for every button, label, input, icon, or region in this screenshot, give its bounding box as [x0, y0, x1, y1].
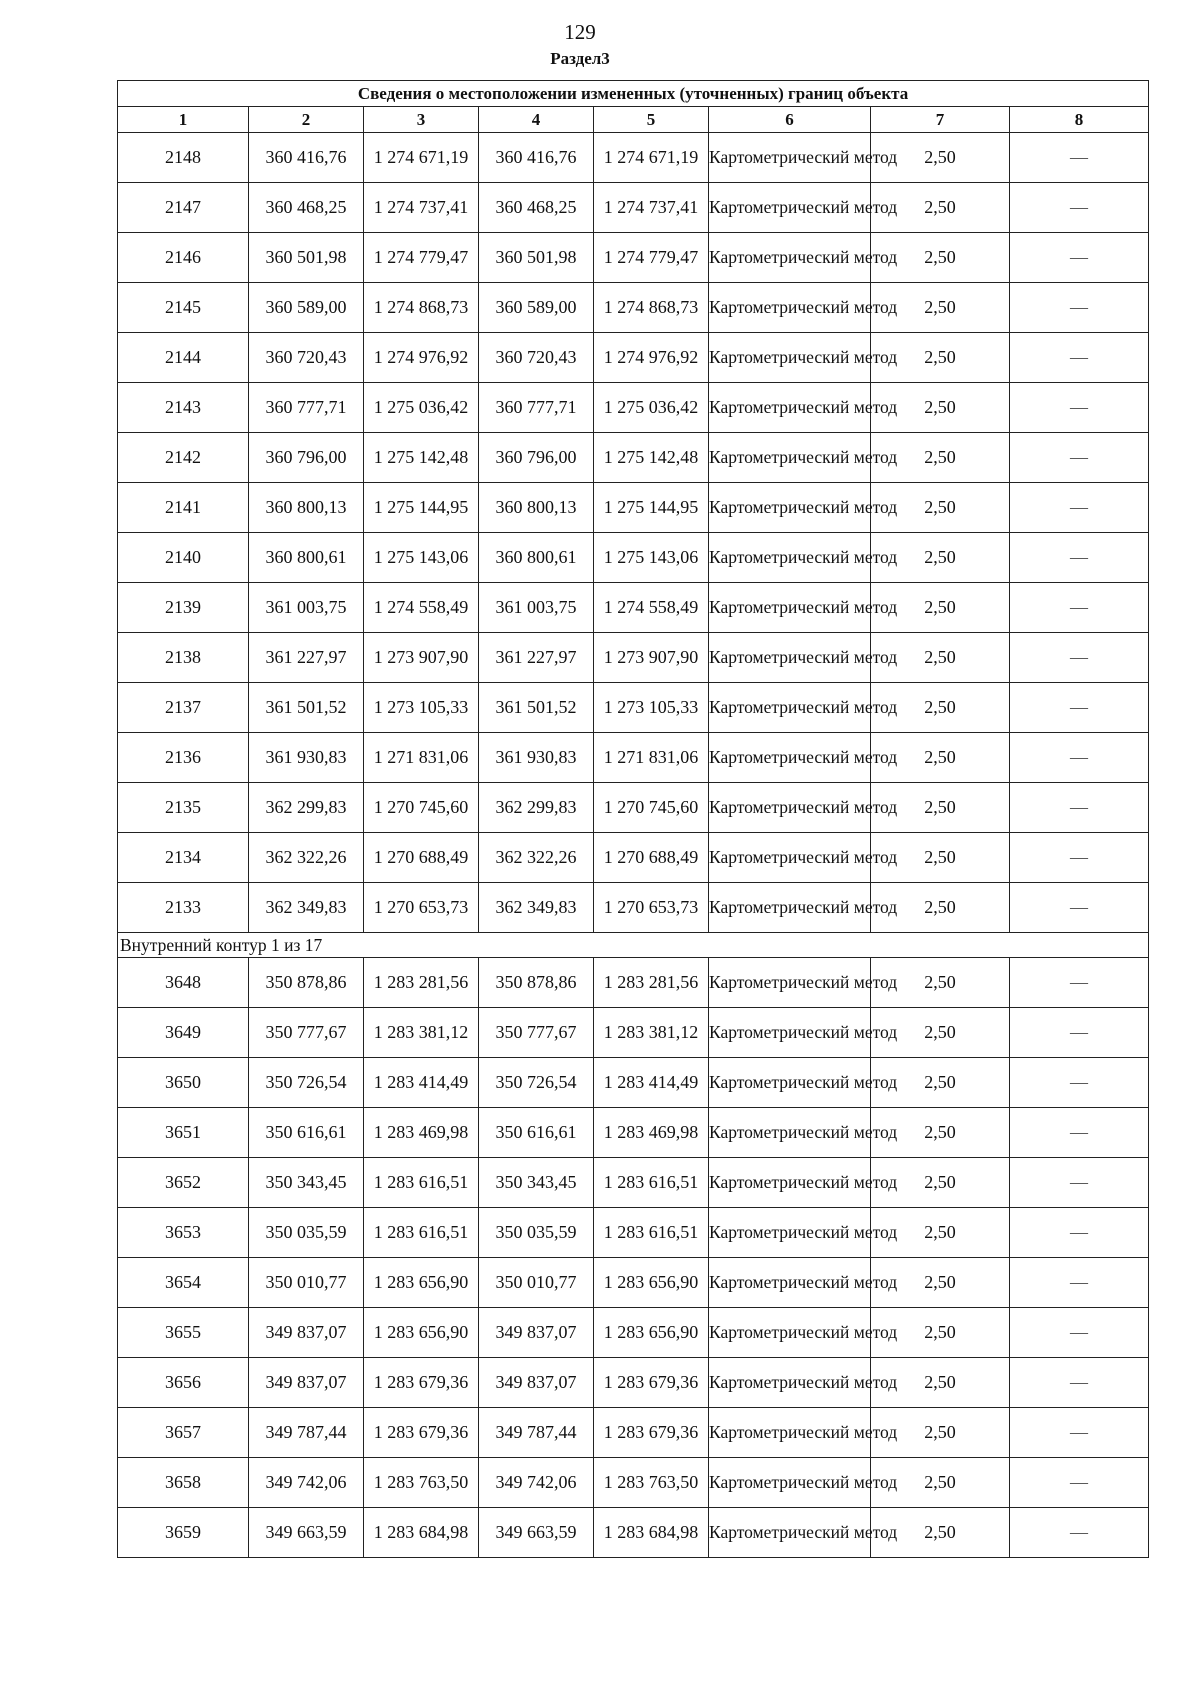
accuracy-cell: 2,50: [871, 1158, 1010, 1208]
y-new-cell: 1 274 976,92: [594, 333, 709, 383]
description-cell: —: [1010, 733, 1149, 783]
accuracy-cell: 2,50: [871, 1058, 1010, 1108]
table-body: [118, 133, 1149, 1558]
point-number-cell: 3652: [118, 1158, 249, 1208]
description-cell: —: [1010, 1158, 1149, 1208]
method-cell: Картометрический метод: [709, 683, 871, 733]
column-header: 6: [709, 107, 871, 133]
y-new-cell: 1 274 868,73: [594, 283, 709, 333]
y-new-cell: 1 283 656,90: [594, 1258, 709, 1308]
method-cell: Картометрический метод: [709, 1108, 871, 1158]
method-cell: Картометрический метод: [709, 833, 871, 883]
method-cell: Картометрический метод: [709, 383, 871, 433]
x-old-cell: 350 726,54: [249, 1058, 364, 1108]
description-cell: —: [1010, 1458, 1149, 1508]
description-cell: —: [1010, 1108, 1149, 1158]
x-new-cell: 349 837,07: [479, 1308, 594, 1358]
description-cell: —: [1010, 1208, 1149, 1258]
point-number-cell: 2143: [118, 383, 249, 433]
y-new-cell: 1 283 281,56: [594, 958, 709, 1008]
x-new-cell: 361 003,75: [479, 583, 594, 633]
table-row: [118, 1008, 1149, 1058]
point-number-cell: 2134: [118, 833, 249, 883]
column-header: 4: [479, 107, 594, 133]
x-old-cell: 360 589,00: [249, 283, 364, 333]
page-number: 129: [564, 20, 596, 44]
x-new-cell: 349 787,44: [479, 1408, 594, 1458]
x-old-cell: 350 777,67: [249, 1008, 364, 1058]
y-old-cell: 1 274 558,49: [364, 583, 479, 633]
method-cell: Картометрический метод: [709, 583, 871, 633]
table-title: Сведения о местоположении измененных (уточненных) границ объекта: [118, 81, 1149, 107]
description-cell: —: [1010, 883, 1149, 933]
description-cell: —: [1010, 633, 1149, 683]
y-new-cell: 1 283 679,36: [594, 1358, 709, 1408]
x-new-cell: 360 720,43: [479, 333, 594, 383]
x-old-cell: 350 878,86: [249, 958, 364, 1008]
point-number-cell: 3656: [118, 1358, 249, 1408]
method-cell: Картометрический метод: [709, 633, 871, 683]
y-old-cell: 1 283 684,98: [364, 1508, 479, 1558]
method-cell: Картометрический метод: [709, 183, 871, 233]
x-old-cell: 349 663,59: [249, 1508, 364, 1558]
y-new-cell: 1 274 737,41: [594, 183, 709, 233]
point-number-cell: 2140: [118, 533, 249, 583]
y-old-cell: 1 275 143,06: [364, 533, 479, 583]
y-old-cell: 1 283 616,51: [364, 1208, 479, 1258]
method-cell: Картометрический метод: [709, 483, 871, 533]
table-row: [118, 1508, 1149, 1558]
y-old-cell: 1 275 144,95: [364, 483, 479, 533]
y-new-cell: 1 270 688,49: [594, 833, 709, 883]
point-number-cell: 2138: [118, 633, 249, 683]
accuracy-cell: 2,50: [871, 783, 1010, 833]
y-old-cell: 1 273 907,90: [364, 633, 479, 683]
table-row: [118, 1208, 1149, 1258]
y-old-cell: 1 283 656,90: [364, 1308, 479, 1358]
x-new-cell: 362 322,26: [479, 833, 594, 883]
table-row: [118, 133, 1149, 183]
x-new-cell: 350 035,59: [479, 1208, 594, 1258]
y-old-cell: 1 271 831,06: [364, 733, 479, 783]
accuracy-cell: 2,50: [871, 133, 1010, 183]
x-new-cell: 361 930,83: [479, 733, 594, 783]
accuracy-cell: 2,50: [871, 1008, 1010, 1058]
point-number-cell: 2137: [118, 683, 249, 733]
accuracy-cell: 2,50: [871, 833, 1010, 883]
x-new-cell: 361 227,97: [479, 633, 594, 683]
y-new-cell: 1 283 469,98: [594, 1108, 709, 1158]
accuracy-cell: 2,50: [871, 283, 1010, 333]
x-old-cell: 361 501,52: [249, 683, 364, 733]
method-cell: Картометрический метод: [709, 733, 871, 783]
x-old-cell: 349 787,44: [249, 1408, 364, 1458]
x-old-cell: 360 720,43: [249, 333, 364, 383]
point-number-cell: 2139: [118, 583, 249, 633]
description-cell: —: [1010, 183, 1149, 233]
description-cell: —: [1010, 133, 1149, 183]
accuracy-cell: 2,50: [871, 683, 1010, 733]
point-number-cell: 3657: [118, 1408, 249, 1458]
description-cell: —: [1010, 1408, 1149, 1458]
x-new-cell: 362 349,83: [479, 883, 594, 933]
table-row: [118, 183, 1149, 233]
accuracy-cell: 2,50: [871, 1408, 1010, 1458]
table-row: [118, 533, 1149, 583]
point-number-cell: 2135: [118, 783, 249, 833]
method-cell: Картометрический метод: [709, 783, 871, 833]
y-old-cell: 1 283 381,12: [364, 1008, 479, 1058]
description-cell: —: [1010, 283, 1149, 333]
method-cell: Картометрический метод: [709, 1008, 871, 1058]
x-old-cell: 360 777,71: [249, 383, 364, 433]
y-new-cell: 1 271 831,06: [594, 733, 709, 783]
table-row: [118, 633, 1149, 683]
y-old-cell: 1 274 737,41: [364, 183, 479, 233]
y-old-cell: 1 270 653,73: [364, 883, 479, 933]
x-new-cell: 350 777,67: [479, 1008, 594, 1058]
x-old-cell: 362 299,83: [249, 783, 364, 833]
y-new-cell: 1 270 653,73: [594, 883, 709, 933]
accuracy-cell: 2,50: [871, 333, 1010, 383]
method-cell: Картометрический метод: [709, 1358, 871, 1408]
description-cell: —: [1010, 1058, 1149, 1108]
x-old-cell: 362 322,26: [249, 833, 364, 883]
x-new-cell: 360 800,61: [479, 533, 594, 583]
y-new-cell: 1 283 684,98: [594, 1508, 709, 1558]
x-old-cell: 350 343,45: [249, 1158, 364, 1208]
x-old-cell: 350 616,61: [249, 1108, 364, 1158]
x-old-cell: 360 800,13: [249, 483, 364, 533]
accuracy-cell: 2,50: [871, 433, 1010, 483]
y-old-cell: 1 274 868,73: [364, 283, 479, 333]
y-old-cell: 1 283 656,90: [364, 1258, 479, 1308]
table-row: [118, 433, 1149, 483]
y-old-cell: 1 283 763,50: [364, 1458, 479, 1508]
y-new-cell: 1 273 907,90: [594, 633, 709, 683]
description-cell: —: [1010, 1258, 1149, 1308]
method-cell: Картометрический метод: [709, 1208, 871, 1258]
description-cell: —: [1010, 483, 1149, 533]
description-cell: —: [1010, 583, 1149, 633]
x-old-cell: 349 837,07: [249, 1308, 364, 1358]
x-new-cell: 350 878,86: [479, 958, 594, 1008]
accuracy-cell: 2,50: [871, 1208, 1010, 1258]
table-row: [118, 233, 1149, 283]
table-row: [118, 1258, 1149, 1308]
point-number-cell: 3649: [118, 1008, 249, 1058]
point-number-cell: 3648: [118, 958, 249, 1008]
description-cell: —: [1010, 1358, 1149, 1408]
y-old-cell: 1 275 036,42: [364, 383, 479, 433]
description-cell: —: [1010, 333, 1149, 383]
point-number-cell: 3653: [118, 1208, 249, 1258]
table-row: [118, 483, 1149, 533]
accuracy-cell: 2,50: [871, 883, 1010, 933]
accuracy-cell: 2,50: [871, 583, 1010, 633]
x-old-cell: 349 837,07: [249, 1358, 364, 1408]
accuracy-cell: 2,50: [871, 958, 1010, 1008]
table-row: [118, 833, 1149, 883]
point-number-cell: 2147: [118, 183, 249, 233]
x-old-cell: 360 796,00: [249, 433, 364, 483]
point-number-cell: 3655: [118, 1308, 249, 1358]
point-number-cell: 2146: [118, 233, 249, 283]
y-new-cell: 1 283 656,90: [594, 1308, 709, 1358]
method-cell: Картометрический метод: [709, 958, 871, 1008]
accuracy-cell: 2,50: [871, 533, 1010, 583]
x-old-cell: 350 010,77: [249, 1258, 364, 1308]
y-old-cell: 1 270 745,60: [364, 783, 479, 833]
x-new-cell: 350 010,77: [479, 1258, 594, 1308]
column-header-row: [118, 107, 1149, 133]
method-cell: Картометрический метод: [709, 1458, 871, 1508]
accuracy-cell: 2,50: [871, 1108, 1010, 1158]
table-row: [118, 958, 1149, 1008]
x-new-cell: 361 501,52: [479, 683, 594, 733]
accuracy-cell: 2,50: [871, 733, 1010, 783]
point-number-cell: 3658: [118, 1458, 249, 1508]
method-cell: Картометрический метод: [709, 433, 871, 483]
table-row: [118, 1458, 1149, 1508]
point-number-cell: 2145: [118, 283, 249, 333]
table-row: [118, 1158, 1149, 1208]
description-cell: —: [1010, 783, 1149, 833]
x-old-cell: 360 501,98: [249, 233, 364, 283]
method-cell: Картометрический метод: [709, 333, 871, 383]
table-row: [118, 883, 1149, 933]
x-new-cell: 360 501,98: [479, 233, 594, 283]
column-header: 1: [118, 107, 249, 133]
x-new-cell: 360 796,00: [479, 433, 594, 483]
x-old-cell: 360 468,25: [249, 183, 364, 233]
y-new-cell: 1 283 616,51: [594, 1208, 709, 1258]
description-cell: —: [1010, 1008, 1149, 1058]
x-old-cell: 360 416,76: [249, 133, 364, 183]
x-new-cell: 349 837,07: [479, 1358, 594, 1408]
y-new-cell: 1 273 105,33: [594, 683, 709, 733]
y-new-cell: 1 283 414,49: [594, 1058, 709, 1108]
point-number-cell: 2144: [118, 333, 249, 383]
x-new-cell: 360 777,71: [479, 383, 594, 433]
description-cell: —: [1010, 533, 1149, 583]
column-header: 7: [871, 107, 1010, 133]
contour-label: Внутренний контур 1 из 17: [118, 933, 1149, 958]
accuracy-cell: 2,50: [871, 1258, 1010, 1308]
method-cell: Картометрический метод: [709, 133, 871, 183]
table-row: [118, 683, 1149, 733]
method-cell: Картометрический метод: [709, 883, 871, 933]
x-new-cell: 350 616,61: [479, 1108, 594, 1158]
y-old-cell: 1 283 469,98: [364, 1108, 479, 1158]
x-new-cell: 360 589,00: [479, 283, 594, 333]
column-header: 5: [594, 107, 709, 133]
point-number-cell: 3659: [118, 1508, 249, 1558]
method-cell: Картометрический метод: [709, 533, 871, 583]
table-row: [118, 283, 1149, 333]
y-new-cell: 1 275 144,95: [594, 483, 709, 533]
y-new-cell: 1 275 036,42: [594, 383, 709, 433]
point-number-cell: 2142: [118, 433, 249, 483]
accuracy-cell: 2,50: [871, 1458, 1010, 1508]
x-old-cell: 361 930,83: [249, 733, 364, 783]
y-old-cell: 1 274 976,92: [364, 333, 479, 383]
description-cell: —: [1010, 1308, 1149, 1358]
y-old-cell: 1 283 616,51: [364, 1158, 479, 1208]
point-number-cell: 3650: [118, 1058, 249, 1108]
table-title-row: [118, 81, 1149, 107]
y-new-cell: 1 274 671,19: [594, 133, 709, 183]
contour-header-row: [118, 933, 1149, 958]
description-cell: —: [1010, 833, 1149, 883]
table-row: [118, 333, 1149, 383]
y-old-cell: 1 274 779,47: [364, 233, 479, 283]
description-cell: —: [1010, 233, 1149, 283]
point-number-cell: 3651: [118, 1108, 249, 1158]
table-row: [118, 1108, 1149, 1158]
x-old-cell: 360 800,61: [249, 533, 364, 583]
point-number-cell: 2148: [118, 133, 249, 183]
y-new-cell: 1 274 779,47: [594, 233, 709, 283]
x-new-cell: 360 416,76: [479, 133, 594, 183]
y-new-cell: 1 275 142,48: [594, 433, 709, 483]
point-number-cell: 2141: [118, 483, 249, 533]
table-row: [118, 1358, 1149, 1408]
accuracy-cell: 2,50: [871, 633, 1010, 683]
description-cell: —: [1010, 1508, 1149, 1558]
y-new-cell: 1 283 616,51: [594, 1158, 709, 1208]
x-new-cell: 350 726,54: [479, 1058, 594, 1108]
x-new-cell: 349 742,06: [479, 1458, 594, 1508]
description-cell: —: [1010, 433, 1149, 483]
y-old-cell: 1 283 281,56: [364, 958, 479, 1008]
section-title: Раздел3: [550, 49, 610, 68]
table-row: [118, 1058, 1149, 1108]
table-row: [118, 583, 1149, 633]
y-new-cell: 1 274 558,49: [594, 583, 709, 633]
table-row: [118, 1308, 1149, 1358]
x-old-cell: 361 227,97: [249, 633, 364, 683]
x-old-cell: 350 035,59: [249, 1208, 364, 1258]
point-number-cell: 2133: [118, 883, 249, 933]
accuracy-cell: 2,50: [871, 1308, 1010, 1358]
x-new-cell: 362 299,83: [479, 783, 594, 833]
table-row: [118, 783, 1149, 833]
table-row: [118, 1408, 1149, 1458]
description-cell: —: [1010, 958, 1149, 1008]
method-cell: Картометрический метод: [709, 1058, 871, 1108]
y-new-cell: 1 283 763,50: [594, 1458, 709, 1508]
accuracy-cell: 2,50: [871, 483, 1010, 533]
point-number-cell: 3654: [118, 1258, 249, 1308]
description-cell: —: [1010, 383, 1149, 433]
x-old-cell: 349 742,06: [249, 1458, 364, 1508]
method-cell: Картометрический метод: [709, 1258, 871, 1308]
column-header: 8: [1010, 107, 1149, 133]
x-new-cell: 349 663,59: [479, 1508, 594, 1558]
description-cell: —: [1010, 683, 1149, 733]
method-cell: Картометрический метод: [709, 1308, 871, 1358]
accuracy-cell: 2,50: [871, 1358, 1010, 1408]
accuracy-cell: 2,50: [871, 233, 1010, 283]
table-row: [118, 383, 1149, 433]
y-old-cell: 1 283 414,49: [364, 1058, 479, 1108]
y-new-cell: 1 283 381,12: [594, 1008, 709, 1058]
x-old-cell: 362 349,83: [249, 883, 364, 933]
column-header: 3: [364, 107, 479, 133]
y-old-cell: 1 283 679,36: [364, 1408, 479, 1458]
y-old-cell: 1 270 688,49: [364, 833, 479, 883]
y-old-cell: 1 283 679,36: [364, 1358, 479, 1408]
y-new-cell: 1 283 679,36: [594, 1408, 709, 1458]
x-old-cell: 361 003,75: [249, 583, 364, 633]
y-new-cell: 1 275 143,06: [594, 533, 709, 583]
method-cell: Картометрический метод: [709, 233, 871, 283]
boundary-table: [117, 80, 1149, 1558]
y-new-cell: 1 270 745,60: [594, 783, 709, 833]
method-cell: Картометрический метод: [709, 1158, 871, 1208]
accuracy-cell: 2,50: [871, 183, 1010, 233]
x-new-cell: 360 800,13: [479, 483, 594, 533]
column-header: 2: [249, 107, 364, 133]
accuracy-cell: 2,50: [871, 1508, 1010, 1558]
y-old-cell: 1 273 105,33: [364, 683, 479, 733]
table-row: [118, 733, 1149, 783]
x-new-cell: 360 468,25: [479, 183, 594, 233]
accuracy-cell: 2,50: [871, 383, 1010, 433]
x-new-cell: 350 343,45: [479, 1158, 594, 1208]
method-cell: Картометрический метод: [709, 1408, 871, 1458]
method-cell: Картометрический метод: [709, 283, 871, 333]
point-number-cell: 2136: [118, 733, 249, 783]
y-old-cell: 1 274 671,19: [364, 133, 479, 183]
y-old-cell: 1 275 142,48: [364, 433, 479, 483]
method-cell: Картометрический метод: [709, 1508, 871, 1558]
